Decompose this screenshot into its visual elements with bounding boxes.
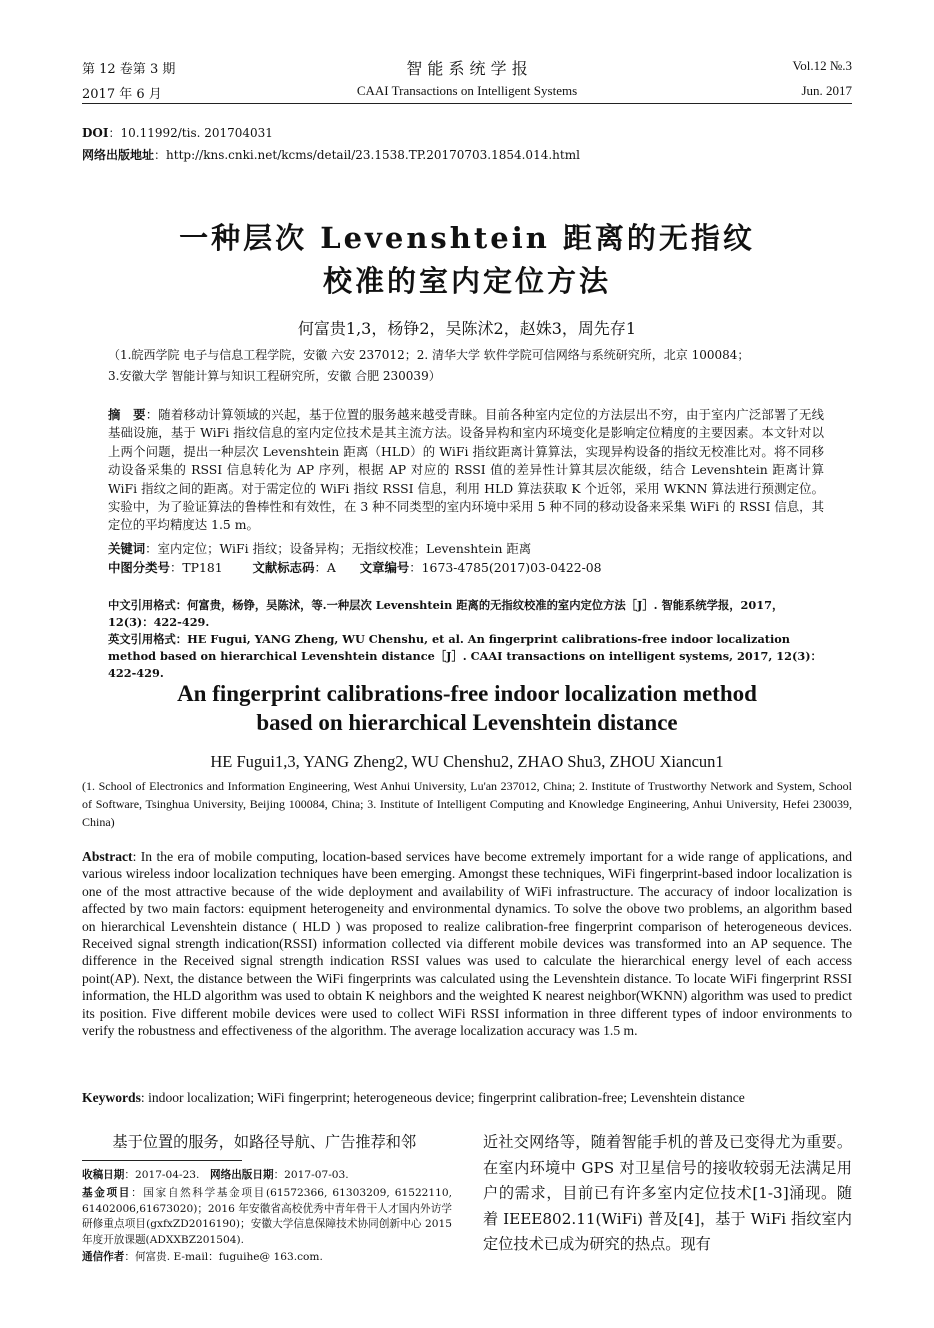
- keywords-cn-text: ：室内定位；WiFi 指纹；设备异构；无指纹校准；Levenshtein 距离: [145, 541, 532, 556]
- doi-value[interactable]: ：10.11992/tis. 201704031: [108, 126, 273, 140]
- code-label: 文献标志码: [252, 560, 315, 575]
- received-label: 收稿日期: [82, 1169, 125, 1181]
- citation-en-label: 英文引用格式: [108, 632, 176, 646]
- code-value: ：A: [314, 560, 336, 575]
- doi-line: [82, 125, 273, 142]
- url-value[interactable]: ：http://kns.cnki.net/kcms/detail/23.1538.TP.20170703.1854.014.html: [154, 148, 580, 162]
- header-rule: [82, 103, 852, 104]
- header-month: Jun. 2017: [801, 83, 852, 98]
- citation-en: [108, 631, 826, 682]
- url-line: [82, 147, 580, 164]
- affiliations-cn-2: 3.安徽大学 智能计算与知识工程研究所，安徽 合肥 230039）: [108, 369, 441, 383]
- corresponding-label: 通信作者: [82, 1251, 125, 1263]
- body-right-paragraph: 近社交网络等，随着智能手机的普及已变得尤为重要。在室内环境中 GPS 对卫星信号的接收较弱无法满足用户的需求，目前已有许多室内定位技术[1-3]涌现。随着 IEEE802.11(WiFi) 普及[4]，基于 WiFi 指纹室内定位技术已成为研究的热点。现有: [483, 1133, 852, 1253]
- authors-cn: 何富贵1,3，杨铮2，吴陈沭2，赵姝3，周先存1: [297, 319, 637, 338]
- class-value: ：TP181: [169, 560, 223, 575]
- keywords-cn-label: 关键词: [108, 541, 146, 556]
- keywords-en-text: : indoor localization; WiFi fingerprint; heterogeneous device; fingerprint calibration-free; Levenshtein distance: [140, 1090, 745, 1105]
- online-label: 网络出版日期: [210, 1169, 274, 1181]
- footnote-author: [82, 1250, 452, 1266]
- title-cn-line1: 一种层次 Levenshtein 距离的无指纹: [179, 221, 755, 255]
- header-journal-cn: 智 能 系 统 学 报: [406, 59, 528, 78]
- abstract-en-label: Abstract: [82, 849, 133, 864]
- url-label: 网络出版地址: [82, 148, 155, 162]
- fund-value: ：国家自然科学基金项目(61572366, 61303209, 61522110, 61402006,61673020)；2016 年安徽省高校优秀中青年骨干人才国内外访学研修重点项目(gxfxZD2016190)；安徽大学信息保障技术协同创新中心 2015 年度开放课题(ADXXBZ201504).: [82, 1187, 453, 1246]
- abstract-en-text: : In the era of mobile computing, location-based services have become extremely important for a wide range of applications, and various wireless indoor localization techniques have been emerging. Amongst these techniques, WiFi fingerprint-based indoor localization is one of the most attractive because of the wide deployment and availability of WiFi infrastructure. The accuracy of indoor localization is affected by two main factors: equipment heterogeneity and environmental dynamics. To solve the obove two problems, an algorithm based on hierarchical Levenshtein distance ( HLD ) was proposed to realize calibration-free fingerprint comparison of heterogeneous devices. Received signal strength indication(RSSI) information collected via different mobile devices was transformed into an AP sequence. The difference in the Received signal strength indication RSSI values was used to calculate the hierarchical energy level of each access point(AP). Next, the distance between the WiFi fingerprints was calculated using the Levenshtein distance. To locate WiFi fingerprint RSSI information, the HLD algorithm was used to obtain K neighbors and the weighted K nearest neighbor(WKNN) algorithm was used to predict its position. Five different mobile devices were used to collect WiFi RSSI information in three different types of indoor environments to verify the robustness and effectiveness of the algorithm. The average localization accuracy was 1.5 m.: [82, 849, 852, 1039]
- doi-label: DOI: [82, 126, 109, 140]
- citation-cn-text: ：何富贵，杨铮，吴陈沭，等.一种层次 Levenshtein 距离的无指纹校准的室内定位方法［J］. 智能系统学报，2017，12(3)：422-429.: [108, 598, 784, 629]
- affiliations-cn-1: （1.皖西学院 电子与信息工程学院，安徽 六安 237012；2. 清华大学 软件学院可信网络与系统研究所，北京 100084；: [108, 348, 750, 362]
- received-value: ：2017-04-23.: [124, 1169, 211, 1181]
- classification-line: [108, 559, 824, 577]
- corresponding-value: ：何富贵. E-mail：fuguihe@ 163.com.: [124, 1251, 323, 1263]
- citation-en-text: ：HE Fugui, YANG Zheng, WU Chenshu, et al. An fingerprint calibrations-free indoor localization method based on hierarchical Levenshtein distance［J］. CAAI transactions on intelligent systems, 2017, 12(3)：422-429.: [108, 632, 822, 680]
- authors-en: HE Fugui1,3, YANG Zheng2, WU Chenshu2, ZHAO Shu3, ZHOU Xiancun1: [210, 752, 724, 771]
- keywords-en: [82, 1089, 852, 1106]
- class-label: 中图分类号: [108, 560, 170, 575]
- online-value: ：2017-07-03.: [273, 1169, 349, 1181]
- abstract-cn: [108, 406, 824, 535]
- affiliations-en: (1. School of Electronics and Information Engineering, West Anhui University, Lu'an 237012, China; 2. Institute of Trustworthy Network and System, School of Software, Tsinghua University, Beijing 100084, China; 3. Institute of Intelligent Computing and Knowledge Engineering, Anhui University, Hefei 230039, China): [82, 779, 852, 829]
- footnote-rule: [82, 1160, 242, 1161]
- header-journal-en: CAAI Transactions on Intelligent Systems: [356, 83, 578, 98]
- body-left-paragraph: 基于位置的服务，如路径导航、广告推荐和邻: [112, 1133, 417, 1151]
- header-volume: 第 12 卷第 3 期: [82, 62, 176, 77]
- citation-cn: [108, 597, 826, 631]
- header-date: 2017 年 6 月: [82, 87, 162, 102]
- abstract-en: [82, 848, 852, 1039]
- footnote-dates: [82, 1168, 452, 1184]
- keywords-cn: [108, 540, 824, 558]
- citation-cn-label: 中文引用格式: [108, 598, 176, 612]
- abstract-cn-text: ：随着移动计算领域的兴起，基于位置的服务越来越受青睐。目前各种室内定位的方法层出不穷，由于室内广泛部署了无线基础设施，基于 WiFi 指纹信息的室内定位技术是其主流方法。设备异构和室内环境变化是影响定位精度的主要因素。本文针对以上两个问题，提出一种层次 Levenshtein 距离（HLD）的 WiFi 指纹距离计算算法，实现异构设备的指纹无校准比对。将不同移动设备采集的 RSSI 信息转化为 AP 序列，根据 AP 对应的 RSSI 值的差异性计算其层次能级，结合 Levenshtein 距离计算 WiFi 指纹之间的距离。对于需定位的 WiFi 指纹 RSSI 信息，利用 HLD 算法获取 K 个近邻，采用 WKNN 算法进行预测定位。实验中，为了验证算法的鲁棒性和有效性，在 3 种不同类型的室内环境中采用 5 种不同的移动设备来采集 WiFi 的 RSSI 信息，其定位的平均精度达 1.5 m。: [108, 407, 825, 533]
- footnote-fund: [82, 1186, 452, 1248]
- title-en-line1: An fingerprint calibrations-free indoor localization method: [177, 681, 757, 706]
- article-value: ：1673-4785(2017)03-0422-08: [409, 560, 602, 575]
- title-en-line2: based on hierarchical Levenshtein distance: [256, 710, 678, 735]
- header-vol-no: Vol.12 №.3: [792, 58, 852, 73]
- fund-label: 基金项目: [82, 1187, 132, 1199]
- keywords-en-label: Keywords: [82, 1090, 141, 1105]
- title-cn-line2: 校准的室内定位方法: [322, 264, 611, 298]
- article-label: 文章编号: [359, 560, 410, 575]
- abstract-cn-label: 摘 要: [108, 407, 146, 422]
